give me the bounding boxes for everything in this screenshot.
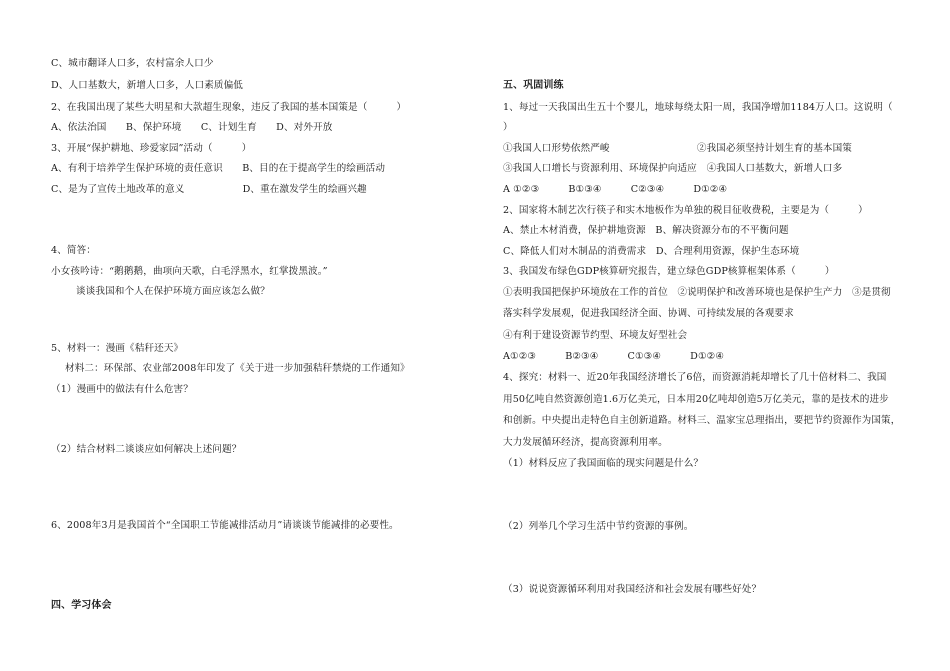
r-q3-options-1-2: ①表明我国把保护环境放在工作的首位 ②说明保护和改善环境也是保护生产力 ③是贯彻 — [503, 287, 891, 298]
r-q4-line-4: 大力发展循环经济，提高资源利用率。 — [503, 437, 668, 448]
q1-option-c: C、城市翻译人口多，农村富余人口少 — [51, 58, 214, 69]
r-q3-stem: 3、我国发布绿色GDP核算研究报告，建立绿色GDP核算框架体系（ ） — [503, 266, 835, 277]
q5-subquestion-2: （2）结合材料二谈谈应如何解决上述问题？ — [51, 444, 242, 455]
r-q3-options-3-cont: 落实科学发展观，促进我国经济全面、协调、可持续发展的各观要求 — [503, 308, 794, 319]
q5-material-2: 材料二：环保部、农业部2008年印发了《关于进一步加强秸秆禁烧的工作通知》 — [65, 363, 410, 374]
r-q1-choices: A ①②③ B①③④ C②③④ D①②④ — [503, 184, 728, 195]
q4-stem: 4、简答： — [51, 245, 96, 256]
section-4-title: 四、学习体会 — [51, 600, 112, 611]
r-q4-line-1: 4、探究：材料一、近20年我国经济增长了6倍，而资源消耗却增长了几十倍材料二、我国 — [503, 372, 887, 383]
q4-poem: 小女孩吟诗：“鹅鹅鹅，曲项向天歌，白毛浮黑水，红掌拨黑波。” — [51, 266, 328, 277]
r-q2-options-ab: A、禁止木材消费，保护耕地资源 B、解决资源分布的不平衡问题 — [503, 225, 789, 236]
r-q2-options-cd: C、降低人们对木制品的消费需求 D、合理利用资源，保护生态环境 — [503, 246, 800, 257]
r-q2-stem: 2、国家将木制艺次行筷子和实木地板作为单独的税目征收费税，主要是为（ ） — [503, 205, 868, 216]
r-q1-stem-end: ） — [503, 122, 513, 133]
r-q1-stem: 1、每过一天我国出生五十个婴儿，地球每绕太阳一周，我国净增加1184万人口。这说明（ — [503, 102, 893, 113]
q5-material-1: 5、材料一：漫画《秸秆还天》 — [51, 343, 184, 354]
r-q4-subquestion-1: （1）材料反应了我国面临的现实问题是什么？ — [503, 458, 704, 469]
q6: 6、2008年3月是我国首个“全国职工节能减排活动月”请谈谈节能减排的必要性。 — [51, 520, 399, 531]
q2-options: A、依法治国 B、保护环境 C、计划生育 D、对外开放 — [51, 122, 333, 133]
q3-options-ab: A、有利于培养学生保护环境的责任意识 B、目的在于提高学生的绘画活动 — [51, 163, 386, 174]
q2-stem: 2、在我国出现了某些大明星和大款超生现象，违反了我国的基本国策是（ ） — [51, 102, 407, 113]
q1-option-d: D、人口基数大，新增人口多，人口素质偏低 — [51, 80, 243, 91]
r-q3-choices: A①②③ B②③④ C①③④ D①②④ — [503, 351, 725, 362]
r-q4-line-3: 和创新。中央提出走特色自主创新道路。材料三、温家宝总理指出，要把节约资源作为国策， — [503, 415, 901, 426]
r-q4-line-2: 用50亿吨自然资源创造1.6万亿美元，日本用20亿吨却创造5万亿美元，靠的是技术的进步 — [503, 394, 889, 405]
r-q4-subquestion-3: （3）说说资源循环利用对我国经济和社会发展有哪些好处？ — [503, 584, 762, 595]
r-q1-options-1-2: ①我国人口形势依然严峻 ②我国必须坚持计划生育的基本国策 — [503, 143, 852, 154]
section-5-title: 五、巩固训练 — [503, 80, 564, 91]
q3-stem: 3、开展“保护耕地、珍爱家园”活动（ ） — [51, 143, 252, 154]
r-q4-subquestion-2: （2）列举几个学习生活中节约资源的事例。 — [503, 521, 694, 532]
r-q1-options-3-4: ③我国人口增长与资源利用、环境保护向适应 ④我国人口基数大，新增人口多 — [503, 163, 843, 174]
q4-question: 谈谈我国和个人在保护环境方面应该怎么做？ — [76, 286, 270, 297]
q3-options-cd: C、是为了宣传土地改革的意义 D、重在激发学生的绘画兴趣 — [51, 184, 367, 195]
r-q3-option-4: ④有利于建设资源节约型、环境友好型社会 — [503, 330, 688, 341]
q5-subquestion-1: （1）漫画中的做法有什么危害？ — [51, 384, 193, 395]
